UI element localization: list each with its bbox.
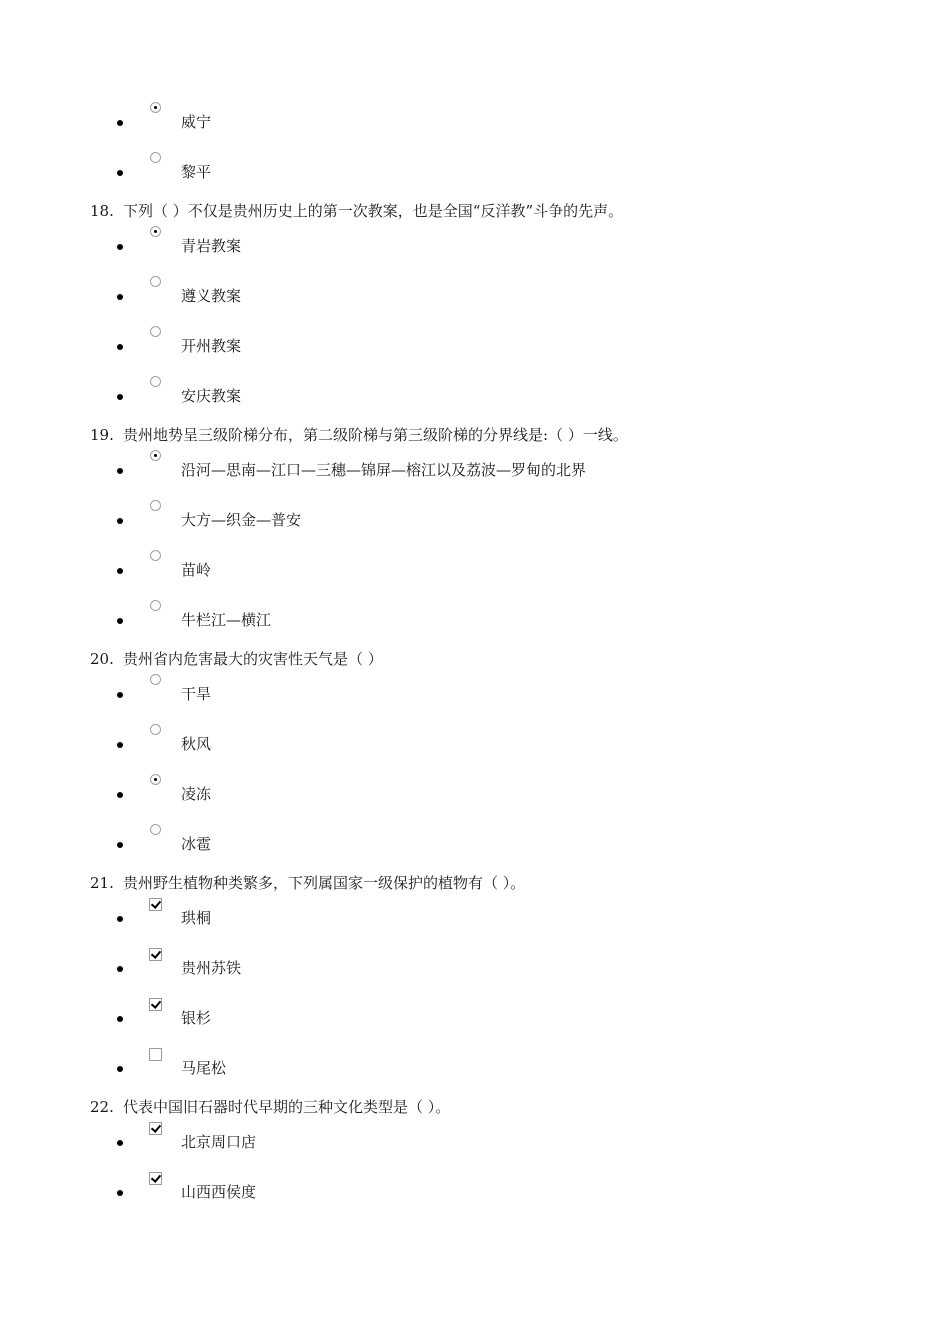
bullet-icon (117, 1066, 123, 1072)
option-label: 凌冻 (181, 785, 212, 803)
option-row (0, 110, 900, 134)
option-label: 珙桐 (181, 909, 212, 927)
bullet-icon (117, 394, 123, 400)
question-text: 贵州野生植物种类繁多，下列属国家一级保护的植物有（ ）。 (123, 874, 526, 892)
bullet-icon (117, 618, 123, 624)
bullet-icon (117, 1140, 123, 1146)
option-row (0, 1130, 900, 1154)
option-label: 干旱 (181, 685, 212, 703)
option-row (0, 234, 900, 258)
option-row (0, 284, 900, 308)
bullet-icon (117, 244, 123, 250)
bullet-icon (117, 916, 123, 922)
question-number: 19. (90, 426, 114, 444)
option-label: 威宁 (181, 113, 212, 131)
bullet-icon (117, 792, 123, 798)
option-row (0, 956, 900, 980)
option-radio[interactable] (150, 102, 161, 113)
option-label: 大方—织金—普安 (181, 511, 302, 529)
option-row (0, 558, 900, 582)
option-label: 青岩教案 (181, 237, 242, 255)
option-radio[interactable] (150, 674, 161, 685)
question-number: 21. (90, 874, 114, 892)
option-row (0, 1056, 900, 1080)
option-checkbox[interactable] (149, 998, 162, 1011)
option-radio[interactable] (150, 724, 161, 735)
bullet-icon (117, 294, 123, 300)
option-label: 银杉 (181, 1009, 212, 1027)
bullet-icon (117, 966, 123, 972)
option-row (0, 732, 900, 756)
option-row (0, 782, 900, 806)
question-number: 20. (90, 650, 114, 668)
bullet-icon (117, 170, 123, 176)
question-title (90, 649, 383, 669)
option-row (0, 334, 900, 358)
option-radio[interactable] (150, 276, 161, 287)
option-label: 冰雹 (181, 835, 212, 853)
option-label: 开州教案 (181, 337, 242, 355)
option-row (0, 906, 900, 930)
bullet-icon (117, 1190, 123, 1196)
option-radio[interactable] (150, 774, 161, 785)
option-label: 贵州苏铁 (181, 959, 242, 977)
option-row (0, 458, 900, 482)
option-row (0, 1006, 900, 1030)
option-row (0, 682, 900, 706)
option-radio[interactable] (150, 824, 161, 835)
option-label: 苗岭 (181, 561, 212, 579)
option-label: 马尾松 (181, 1059, 227, 1077)
bullet-icon (117, 692, 123, 698)
option-label: 秋风 (181, 735, 212, 753)
bullet-icon (117, 344, 123, 350)
option-radio[interactable] (150, 550, 161, 561)
option-label: 北京周口店 (181, 1133, 257, 1151)
option-radio[interactable] (150, 326, 161, 337)
option-checkbox[interactable] (149, 1122, 162, 1135)
option-label: 安庆教案 (181, 387, 242, 405)
bullet-icon (117, 1016, 123, 1022)
option-row (0, 832, 900, 856)
option-label: 遵义教案 (181, 287, 242, 305)
option-label: 牛栏江—横江 (181, 611, 272, 629)
bullet-icon (117, 842, 123, 848)
option-radio[interactable] (150, 226, 161, 237)
bullet-icon (117, 468, 123, 474)
option-radio[interactable] (150, 152, 161, 163)
option-row (0, 384, 900, 408)
question-text: 贵州省内危害最大的灾害性天气是（ ） (123, 650, 383, 668)
question-title (90, 201, 623, 221)
bullet-icon (117, 120, 123, 126)
option-checkbox[interactable] (149, 948, 162, 961)
option-checkbox[interactable] (149, 898, 162, 911)
bullet-icon (117, 568, 123, 574)
bullet-icon (117, 518, 123, 524)
option-row (0, 1180, 900, 1204)
option-label: 沿河—思南—江口—三穗—锦屏—榕江以及荔波—罗甸的北界 (181, 461, 587, 479)
question-number: 18. (90, 202, 114, 220)
question-title (90, 873, 525, 893)
option-radio[interactable] (150, 600, 161, 611)
question-text: 下列（ ）不仅是贵州历史上的第一次教案，也是全国“反洋教”斗争的先声。 (123, 202, 624, 220)
option-label: 黎平 (181, 163, 212, 181)
option-radio[interactable] (150, 450, 161, 461)
option-checkbox[interactable] (149, 1172, 162, 1185)
bullet-icon (117, 742, 123, 748)
option-row (0, 160, 900, 184)
option-row (0, 608, 900, 632)
question-text: 代表中国旧石器时代早期的三种文化类型是（ ）。 (123, 1098, 451, 1116)
option-label: 山西西侯度 (181, 1183, 257, 1201)
question-text: 贵州地势呈三级阶梯分布，第二级阶梯与第三级阶梯的分界线是:（ ）一线。 (123, 426, 628, 444)
option-radio[interactable] (150, 376, 161, 387)
question-number: 22. (90, 1098, 114, 1116)
question-title (90, 425, 628, 445)
option-radio[interactable] (150, 500, 161, 511)
option-row (0, 508, 900, 532)
question-title (90, 1097, 450, 1117)
option-checkbox[interactable] (149, 1048, 162, 1061)
